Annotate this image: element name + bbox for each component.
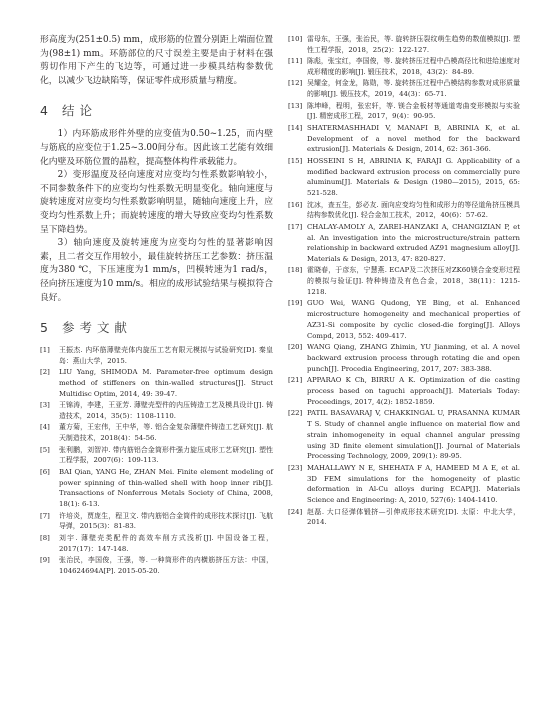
section-number: 5	[40, 320, 49, 336]
reference-text: 王锦涛，李建，王亚芳. 薄壁壳型件的内压铸造工艺及模具设计[J]. 铸造技术，2014，35(5)：1108-1110.	[59, 401, 273, 421]
reference-number: [8]	[40, 533, 50, 542]
reference-item	[288, 298, 520, 341]
section-title: 结 论	[62, 103, 93, 119]
reference-item	[288, 56, 520, 78]
reference-text: SHATERMASHHADI V, MANAFI B, ABRINIA K, et al. Development of a novel method for the backward extrusion[J]. Materials & Design, 2014, 62: 361-366.	[307, 123, 520, 154]
conclusion-paragraph: 3）轴向速度及旋转速度为应变均匀性的显著影响因素，且二者交互作用较小，最佳旋转挤压工艺参数：挤压温度为380 ℃，下压速度为1 mm/s，凹模转速为1 rad/s，径向挤压速度为10 mm/s。相应的成形试验结果与模拟符合良好。	[40, 238, 273, 303]
reference-number: [15]	[288, 156, 303, 165]
intro-paragraph: 形高度为(251±0.5) mm，成形筋的位置分别距上端面位置为(98±1) mm。环筋部位的尺寸误差主要是由于材料在强剪切作用下产生的飞边等，可通过进一步模具结构参数优化，以减少飞边缺陷等，保证零件成形质量与精度。	[40, 35, 273, 86]
reference-text: 许培炎，贾庞生，程卫文. 带内筋铝合金筒件的成形技术探讨[J]. 飞航导弹，2015(3)：81-83.	[59, 511, 273, 531]
reference-item	[40, 422, 273, 444]
reference-item	[40, 367, 273, 399]
reference-item	[288, 34, 520, 56]
reference-item	[40, 345, 273, 367]
reference-item	[288, 101, 520, 123]
reference-item	[288, 507, 520, 529]
reference-list	[40, 345, 273, 576]
reference-number: [22]	[288, 409, 303, 418]
reference-item	[288, 156, 520, 199]
reference-item	[40, 400, 273, 422]
reference-text: 张治民，李国俊，王强，等. 一种筒形件的内横筋挤压方法：中国，104624694A[P]. 2015-05-20.	[59, 555, 273, 575]
reference-item	[40, 511, 273, 533]
reference-text: 王振杰. 内环筋薄壁壳体内旋压工艺有限元模拟与试验研究[D]. 秦皇岛：燕山大学，2015.	[59, 346, 273, 365]
reference-item	[288, 222, 520, 265]
reference-item	[40, 555, 273, 577]
reference-number: [2]	[40, 368, 50, 377]
reference-number: [12]	[288, 79, 303, 88]
reference-item	[40, 533, 273, 555]
reference-number: [6]	[40, 467, 50, 476]
reference-text: GUO Wei, WANG Qudong, YE Bing, et al. Enhanced microstructure homogeneity and mechanical properties of AZ31-Si composite by cyclic closed-die forging[J]. Alloys Compd, 2013, 552: 409-417.	[307, 299, 520, 340]
section-number: 4	[40, 103, 49, 119]
left-column	[40, 34, 273, 577]
reference-number: [1]	[40, 346, 50, 355]
reference-number: [5]	[40, 445, 50, 454]
reference-number: [16]	[288, 200, 303, 209]
reference-text: 沈冰，查五生，彭必友. 面向应变均匀性和成形力的等径道角挤压模具结构参数优化[J]. 轻合金加工技术，2012，40(6)：57-62.	[307, 200, 520, 220]
reference-number: [3]	[40, 401, 50, 410]
reference-text: BAI Qian, YANG He, ZHAN Mei. Finite element modeling of power spinning of thin-walled shell with hoop inner rib[J]. Transactions of Nonferrous Metals Society of China, 2008, 18(1): 6-13.	[59, 467, 273, 509]
reference-number: [17]	[288, 222, 303, 231]
conclusion-paragraph: 2）变形温度及径向速度对应变均匀性系数影响较小，不同参数条件下的应变均匀性系数无明显变化。轴向速度与旋转速度对应变均匀性系数影响明显，随轴向速度上升，应变均匀性系数上升；而旋转速度的增大导致应变均匀性系数呈下降趋势。	[40, 170, 273, 235]
reference-number: [10]	[288, 35, 303, 43]
reference-text: 霍晓春，于彦东，宁慧燕. ECAP及二次挤压对ZK60镁合金变形过程的模拟与验证[J]. 特种铸造及有色合金，2018，38(11)：1215-1218.	[307, 266, 520, 297]
reference-number: [18]	[288, 266, 303, 275]
reference-text: HOSSEINI S H, ABRINIA K, FARAJI G. Applicability of a modified backward extrusion process on commercially pure aluminum[J]. Materials & Design (1980—2015), 2015, 65: 521-528.	[307, 156, 520, 198]
reference-number: [11]	[288, 57, 303, 66]
reference-number: [23]	[288, 463, 303, 472]
reference-text: 吴耀金，何金龙，陈勋，等. 旋转挤压过程中凸模结构参数对成形质量的影响[J]. 锻压技术，2019，44(3)：65-71.	[307, 79, 520, 99]
reference-item	[288, 265, 520, 297]
reference-item	[288, 342, 520, 374]
conclusion-heading	[40, 101, 273, 119]
reference-item	[288, 408, 520, 462]
reference-text: MAHALLAWY N E, SHEHATA F A, HAMEED M A E, et al. 3D FEM simulations for the homogeneity of plastic deformation in Al-Cu alloys during ECAP[J]. Materials Science and Engineering: A, 2010, 527(6): 1404-1410.	[307, 463, 520, 505]
reference-text: 陈彪，张宝红，李国俊，等. 旋转挤压过程中凸模高径比和进给速度对成形精度的影响[J]. 锻压技术，2018，43(2)：84-89.	[307, 57, 520, 76]
reference-text: 刘宇. 薄壁壳类配件的高效车削方式浅析[J]. 中国设备工程，2017(17)：147-148.	[59, 533, 273, 553]
reference-text: 张利鹏，刘智冲. 带内筋铝合金筒形件强力旋压成形工艺研究[J]. 塑性工程学报，2007(6)：109-113.	[59, 445, 273, 465]
section-title: 参 考 文 献	[62, 320, 128, 336]
reference-item	[288, 375, 520, 407]
reference-number: [21]	[288, 376, 303, 385]
reference-number: [13]	[288, 101, 303, 110]
right-column	[288, 34, 520, 529]
reference-number: [19]	[288, 299, 303, 308]
reference-number: [7]	[40, 511, 50, 520]
reference-number: [9]	[40, 555, 50, 564]
reference-number: [20]	[288, 343, 303, 352]
reference-text: 陈坤峰，程明，张宏轩，等. 镁合金板材等通道弯曲变形模拟与实验[J]. 精密成形工程，2017，9(4)：90-95.	[307, 101, 520, 121]
reference-item	[288, 463, 520, 506]
reference-item	[40, 467, 273, 510]
reference-list	[288, 34, 520, 528]
reference-text: WANG Qiang, ZHANG Zhimin, YU Jianming, et al. A novel backward extrusion process through rotating die and open punch[J]. Procedia Engineering, 2017, 207: 383-388.	[307, 343, 520, 373]
reference-text: PATIL BASAVARAJ V, CHAKKINGAL U, PRASANNA KUMAR T S. Study of channel angle influence on material flow and strain inhomogeneity in equal channel angular pressing using 3D finite element simulation[J]. Journal of Materials Processing Technology, 2009, 209(1): 89-95.	[307, 409, 520, 461]
reference-number: [14]	[288, 123, 303, 132]
reference-text: 董方菊，王宏伟，王中华，等. 铝合金复杂薄壁件铸造工艺研究[J]. 航天制造技术，2018(4)：54-56.	[59, 423, 273, 443]
reference-text: 雷母东，王强，张治民，等. 旋转挤压裂纹萌生趋势的数值模拟[J]. 塑性工程学报，2018，25(2)：122-127.	[307, 35, 520, 54]
reference-text: 赵磊. 大口径弹体锻挤—引伸成形技术研究[D]. 太原：中北大学，2014.	[307, 507, 520, 527]
reference-text: LIU Yang, SHIMODA M. Parameter-free optimum design method of stiffeners on thin-walled structures[J]. Struct Multidisc Optim, 2014, 49: 39-47.	[59, 368, 273, 398]
reference-number: [24]	[288, 507, 303, 516]
references-heading	[40, 318, 273, 336]
reference-number: [4]	[40, 423, 50, 432]
reference-item	[288, 200, 520, 222]
reference-item	[288, 123, 520, 155]
reference-item	[288, 78, 520, 100]
conclusion-paragraph: 1）内环筋成形件外壁的应变值为0.50~1.25，而内壁与筋底的应变位于1.25~3.00间分布。因此该工艺能有效细化内壁及环筋位置的晶粒，提高整体构件承载能力。	[40, 129, 273, 167]
reference-text: APPARAO K Ch, BIRRU A K. Optimization of die casting process based on taguchi approach[J]. Materials Today: Proceedings, 2017, 4(2): 1852-1859.	[307, 376, 520, 406]
reference-text: CHALAY-AMOLY A, ZAREI-HANZAKI A, CHANGIZIAN P, et al. An investigation into the microstructure/strain pattern relationship in backward extruded AZ91 magnesium alloy[J]. Materials & Design, 2013, 47: 820-827.	[307, 222, 520, 264]
reference-item	[40, 445, 273, 467]
